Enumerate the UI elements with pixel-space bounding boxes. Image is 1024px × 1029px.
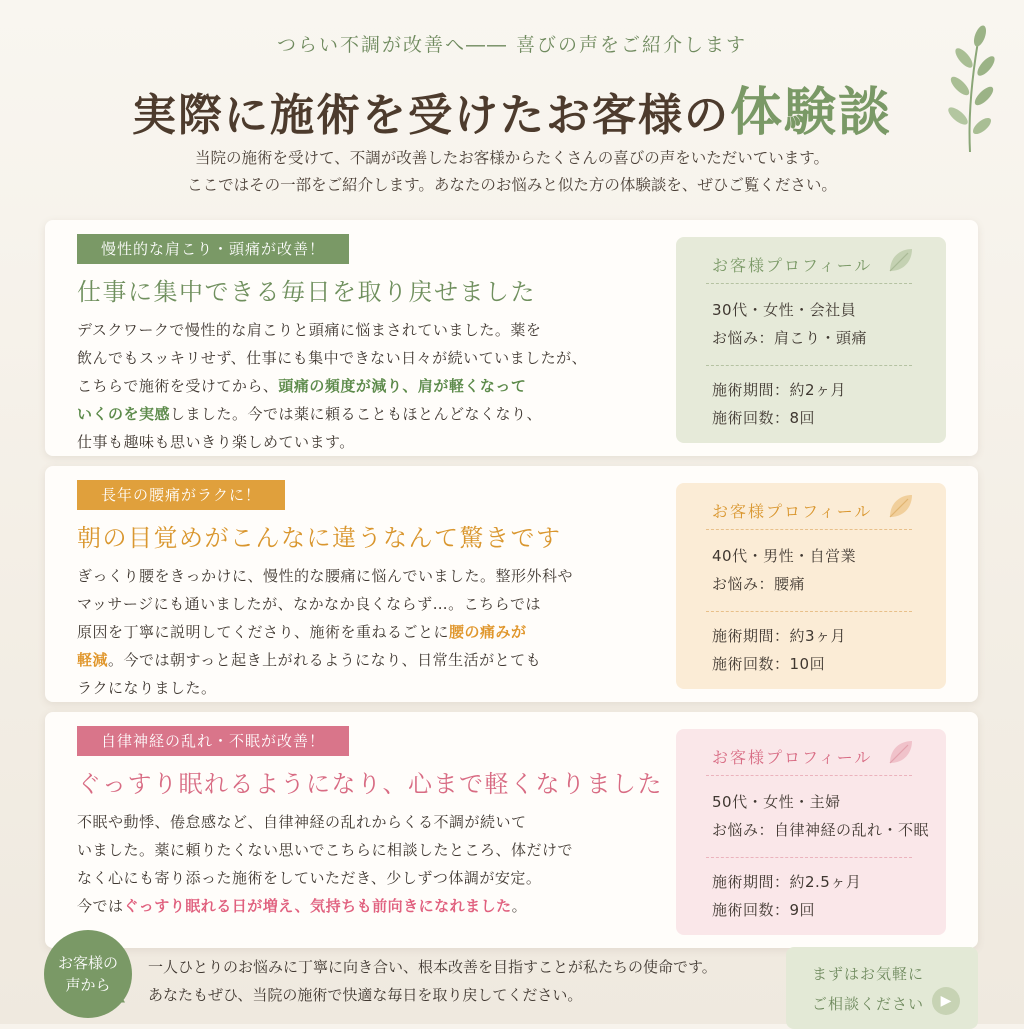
leaf-branch-icon — [940, 24, 1000, 154]
cta-line: まずはお気軽に — [812, 965, 925, 983]
page-title-accent: 体験談 — [729, 82, 892, 143]
profile-attributes: 50代・女性・主婦 — [712, 793, 841, 811]
leaf-icon — [886, 491, 916, 521]
customer-profile — [676, 237, 946, 443]
body-highlight: ぐっすり眠れる日が増え、気持ちも前向きになれました — [123, 897, 512, 915]
profile-divider — [706, 857, 912, 858]
page-title — [0, 70, 1024, 145]
profile-sessions: 施術回数：10回 — [712, 655, 826, 673]
body-text-line: ぎっくり腰をきっかけに、慢性的な腰痛に悩んでいました。整形外科や — [77, 567, 574, 585]
body-text-line: 飲んでもスッキリせず、仕事にも集中できない日々が続いていましたが、 — [77, 349, 588, 367]
body-text-line: 原因を丁寧に説明してくださり、施術を重ねるごとに — [77, 623, 450, 641]
testimonial-card — [45, 466, 978, 702]
body-text-line: 不眠や動悸、倦怠感など、自律神経の乱れからくる不調が続いて — [77, 813, 527, 831]
intro-text — [0, 145, 1024, 199]
profile-attributes: 40代・男性・自営業 — [712, 547, 857, 565]
header-eyebrow: つらい不調が改善へ―― 喜びの声をご紹介します — [276, 34, 748, 56]
profile-divider — [706, 775, 912, 776]
customer-profile — [676, 729, 946, 935]
consultation-button-label — [812, 959, 924, 1019]
profile-period: 施術期間：約2.5ヶ月 — [712, 873, 862, 891]
testimonial-tag: 慢性的な肩こり・頭痛が改善！ — [77, 234, 349, 264]
body-text-line: なく心にも寄り添った施術をしていただき、少しずつ体調が安定。 — [77, 869, 542, 887]
profile-concern: お悩み：腰痛 — [712, 575, 806, 593]
body-highlight: 軽減 — [77, 651, 109, 669]
bubble-line: 声から — [65, 976, 111, 994]
body-text-line: こちらで施術を受けてから、 — [77, 377, 279, 395]
intro-line: ここではその一部をご紹介します。あなたのお悩みと似た方の体験談を、ぜひご覧ください。 — [187, 176, 837, 194]
footer-line: 一人ひとりのお悩みに丁寧に向き合い、根本改善を目指すことが私たちの使命です。 — [148, 958, 717, 976]
testimonial-headline: 仕事に集中できる毎日を取り戻せました — [77, 278, 536, 306]
body-highlight: いくのを実感 — [77, 405, 171, 423]
profile-divider — [706, 611, 912, 612]
profile-period: 施術期間：約2ヶ月 — [712, 381, 847, 399]
testimonial-card — [45, 712, 978, 948]
profile-attributes: 30代・女性・会社員 — [712, 301, 857, 319]
testimonial-body — [77, 808, 637, 920]
body-text-line: 。 — [511, 897, 528, 915]
profile-title: お客様プロフィール — [712, 256, 873, 275]
body-text-line: 仕事も趣味も思いきり楽しめています。 — [77, 433, 355, 451]
testimonial-card — [45, 220, 978, 456]
profile-title: お客様プロフィール — [712, 748, 873, 767]
body-highlight: 頭痛の頻度が減り、肩が軽くなって — [278, 377, 527, 395]
body-text-line: いました。薬に頼りたくない思いでこちらに相談したところ、体だけで — [77, 841, 574, 859]
footer-message — [148, 953, 717, 1009]
arrow-right-icon: ▶ — [932, 987, 960, 1015]
body-text-line: マッサージにも通いましたが、なかなか良くならず…。こちらでは — [77, 595, 541, 613]
leaf-icon — [886, 245, 916, 275]
customer-profile — [676, 483, 946, 689]
profile-title: お客様プロフィール — [712, 502, 873, 521]
body-text-line: ラクになりました。 — [77, 679, 217, 697]
body-text-line: しました。今では薬に頼ることもほとんどなくなり、 — [170, 405, 543, 423]
profile-divider — [706, 529, 912, 530]
page-title-main: 実際に施術を受けたお客様の — [131, 90, 730, 141]
body-text-line: 今では — [77, 897, 124, 915]
body-highlight: 腰の痛みが — [449, 623, 527, 641]
profile-divider — [706, 365, 912, 366]
testimonial-tag: 自律神経の乱れ・不眠が改善！ — [77, 726, 349, 756]
testimonial-body — [77, 316, 637, 456]
testimonial-body — [77, 562, 637, 702]
testimonial-headline: 朝の目覚めがこんなに違うなんて驚きです — [77, 524, 562, 552]
consultation-button[interactable] — [786, 947, 978, 1029]
profile-period: 施術期間：約3ヶ月 — [712, 627, 847, 645]
profile-divider — [706, 283, 912, 284]
footer-line: あなたもぜひ、当院の施術で快適な毎日を取り戻してください。 — [148, 986, 583, 1004]
bubble-line: お客様の — [57, 954, 118, 972]
profile-concern: お悩み：肩こり・頭痛 — [712, 329, 868, 347]
profile-sessions: 施術回数：9回 — [712, 901, 816, 919]
page-header — [0, 0, 1024, 215]
body-text-line: 。今では朝すっと起き上がれるようになり、日常生活がとても — [108, 651, 542, 669]
profile-sessions: 施術回数：8回 — [712, 409, 816, 427]
leaf-icon — [886, 737, 916, 767]
profile-concern: お悩み：自律神経の乱れ・不眠 — [712, 821, 930, 839]
cta-line: ご相談ください — [812, 995, 925, 1013]
page-footer — [0, 925, 1024, 1024]
testimonial-tag: 長年の腰痛がラクに！ — [77, 480, 285, 510]
testimonial-headline: ぐっすり眠れるようになり、心まで軽くなりました — [77, 770, 664, 798]
intro-line: 当院の施術を受けて、不調が改善したお客様からたくさんの喜びの声をいただいています。 — [195, 149, 829, 167]
body-text-line: デスクワークで慢性的な肩こりと頭痛に悩まされていました。薬を — [77, 321, 542, 339]
